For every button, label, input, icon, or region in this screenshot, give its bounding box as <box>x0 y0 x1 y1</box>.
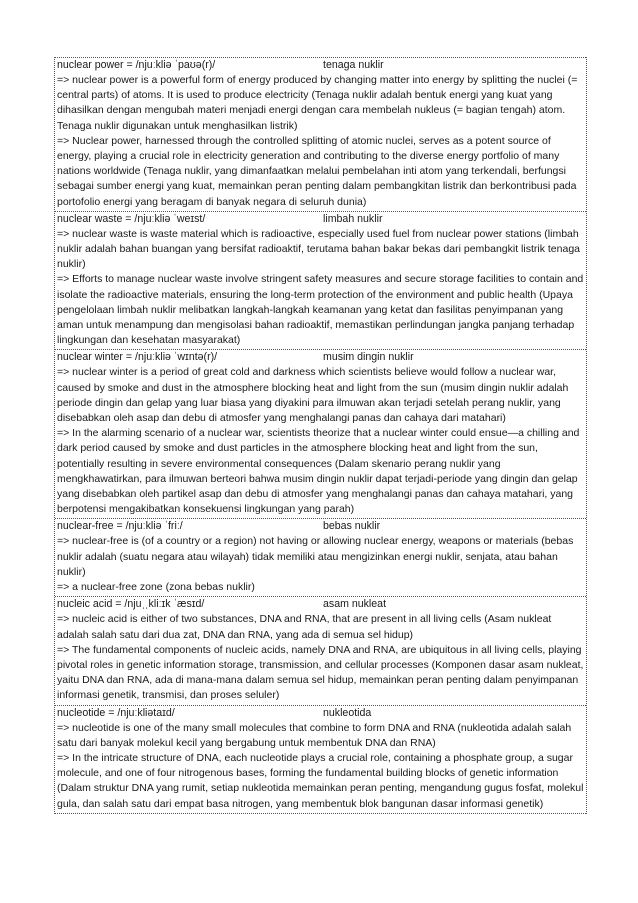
entry-example: => Nuclear power, harnessed through the controlled splitting of atomic nuclei, serves as a potent source of energy, playing a crucial role in electricity generation and contributing to the diverse energy portfolio of many nations worldwide (Tenaga nuklir, yang dimanfaatkan melalui pembelahan inti atom yang terkendali, berfungsi sebagai sumber energi yang kuat, memainkan peran penting dalam pembangkitan listrik dan berkontribusi pada portofolio energi yang beragam di banyak negara di seluruh dunia) <box>57 134 577 208</box>
glossary-entry <box>55 518 586 596</box>
entry-example: => In the intricate structure of DNA, each nucleotide plays a crucial role, containing a phosphate group, a sugar molecule, and one of four nitrogenous bases, forming the fundamental building blocks of genetic information (Dalam struktur DNA yang rumit, setiap nukleotida memainkan peran penting, mengandung gugus fosfat, molekul gula, dan salah satu dari empat basa nitrogen, yang membentuk blok bangunan dasar informasi genetik) <box>57 751 584 810</box>
entry-example: => The fundamental components of nucleic acids, namely DNA and RNA, are ubiquitous in all living cells, playing pivotal roles in genetic information storage, transmission, and cellular processes (Komponen dasar asam nukleat, yaitu DNA dan RNA, ada di mana-mana dalam semua sel hidup, memainkan peran penting dalam penyimpanan informasi genetik, transmisi, dan proses seluler) <box>57 643 584 702</box>
entry-header <box>57 597 584 612</box>
entry-header <box>57 350 584 365</box>
entry-term: nuclear waste = /njuːkliə ˈweɪst/ <box>57 212 206 225</box>
entry-translation: bebas nuklir <box>323 520 381 533</box>
glossary-entry <box>55 349 586 518</box>
entry-term: nucleotide = /njuːkliətaɪd/ <box>57 706 175 719</box>
entry-term: nucleic acid = /njuˌˌkliːɪk ˈæsɪd/ <box>57 598 205 611</box>
entry-definition: => nucleotide is one of the many small molecules that combine to form DNA and RNA (nukleotida adalah salah satu dari banyak molekul kecil yang bergabung untuk membentuk DNA dan RNA) <box>57 721 572 749</box>
glossary-entry <box>55 596 586 704</box>
entry-example: => a nuclear-free zone (zona bebas nuklir) <box>57 581 255 594</box>
entry-translation: limbah nuklir <box>323 212 383 225</box>
entry-definition: => nucleic acid is either of two substances, DNA and RNA, that are present in all living cells (Asam nukleat adalah salah satu dari dua zat, DNA dan RNA, yang ada di semua sel hidup) <box>57 613 552 641</box>
glossary-entries <box>54 57 587 814</box>
entry-header <box>57 212 584 227</box>
entry-translation: nukleotida <box>323 706 372 719</box>
entry-translation: asam nukleat <box>323 598 387 611</box>
glossary-entry <box>55 211 586 350</box>
entry-term: nuclear winter = /njuːkliə ˈwɪntə(r)/ <box>57 351 218 364</box>
glossary-entry <box>55 705 586 814</box>
entry-definition: => nuclear-free is (of a country or a region) not having or allowing nuclear energy, weapons or materials (bebas nuklir adalah (suatu negara atau wilayah) tidak memiliki atau mengizinkan energi nuklir, senjata, atau bahan nuklir) <box>57 535 574 578</box>
entry-definition: => nuclear waste is waste material which is radioactive, especially used fuel from nuclear power stations (limbah nuklir adalah bahan buangan yang bersifat radioaktif, terutama bahan bakar bekas dari pembangkit listrik tenaga nuklir) <box>57 227 581 271</box>
entry-definition: => nuclear winter is a period of great cold and darkness which scientists believe would follow a nuclear war, caused by smoke and dust in the atmosphere blocking heat and light from the sun (musim dingin nuklir adalah periode dingin dan gelap yang luar biasa yang diyakini para ilmuwan akan terjadi setelah perang nuklir, yang disebabkan oleh asap dan debu di atmosfer yang menghalangi panas dan cahaya dari matahari) <box>57 366 569 425</box>
entry-example: => In the alarming scenario of a nuclear war, scientists theorize that a nuclear winter could ensue—a chilling and dark period caused by smoke and dust particles in the atmosphere blocking heat and light from the sun, potentially resulting in severe environmental consequences (Dalam skenario perang nuklir yang mengkhawatirkan, para ilmuwan berteori bahwa musim dingin nuklir dapat terjadi-periode yang dingin dan gelap yang disebabkan oleh partikel asap dan debu di atmosfer yang menghalangi panas dan cahaya matahari, yang berpotensi mengakibatkan konsekuensi lingkungan yang parah) <box>57 427 580 516</box>
entry-example: => Efforts to manage nuclear waste involve stringent safety measures and secure storage facilities to contain and isolate the radioactive materials, ensuring the long-term protection of the environment and public health (Upaya pengelolaan limbah nuklir melibatkan langkah-langkah keamanan yang ketat dan fasilitas penyimpanan yang aman untuk menampung dan mengisolasi bahan radioaktif, memastikan perlindungan jangka panjang terhadap lingkungan dan kesehatan masyarakat) <box>57 273 584 347</box>
entry-translation: musim dingin nuklir <box>323 351 414 364</box>
glossary-entry <box>55 57 586 211</box>
entry-header <box>57 706 584 721</box>
entry-translation: tenaga nuklir <box>323 59 384 71</box>
entry-header <box>57 519 584 534</box>
entry-definition: => nuclear power is a powerful form of energy produced by changing matter into energy by splitting the nuclei (= central parts) of atoms. It is used to produce electricity (Tenaga nuklir adalah bentuk energi yang kuat yang dihasilkan dengan mengubah materi menjadi energi dengan cara membelah nukleus (= bagian tengah) atom. Tenaga nuklir digunakan untuk menghasilkan listrik) <box>57 74 578 132</box>
entry-term: nuclear power = /njuːkliə ˈpaʊə(r)/ <box>57 59 216 71</box>
entry-term: nuclear-free = /njuːkliə ˈfriː/ <box>57 520 183 533</box>
entry-header <box>57 58 584 73</box>
